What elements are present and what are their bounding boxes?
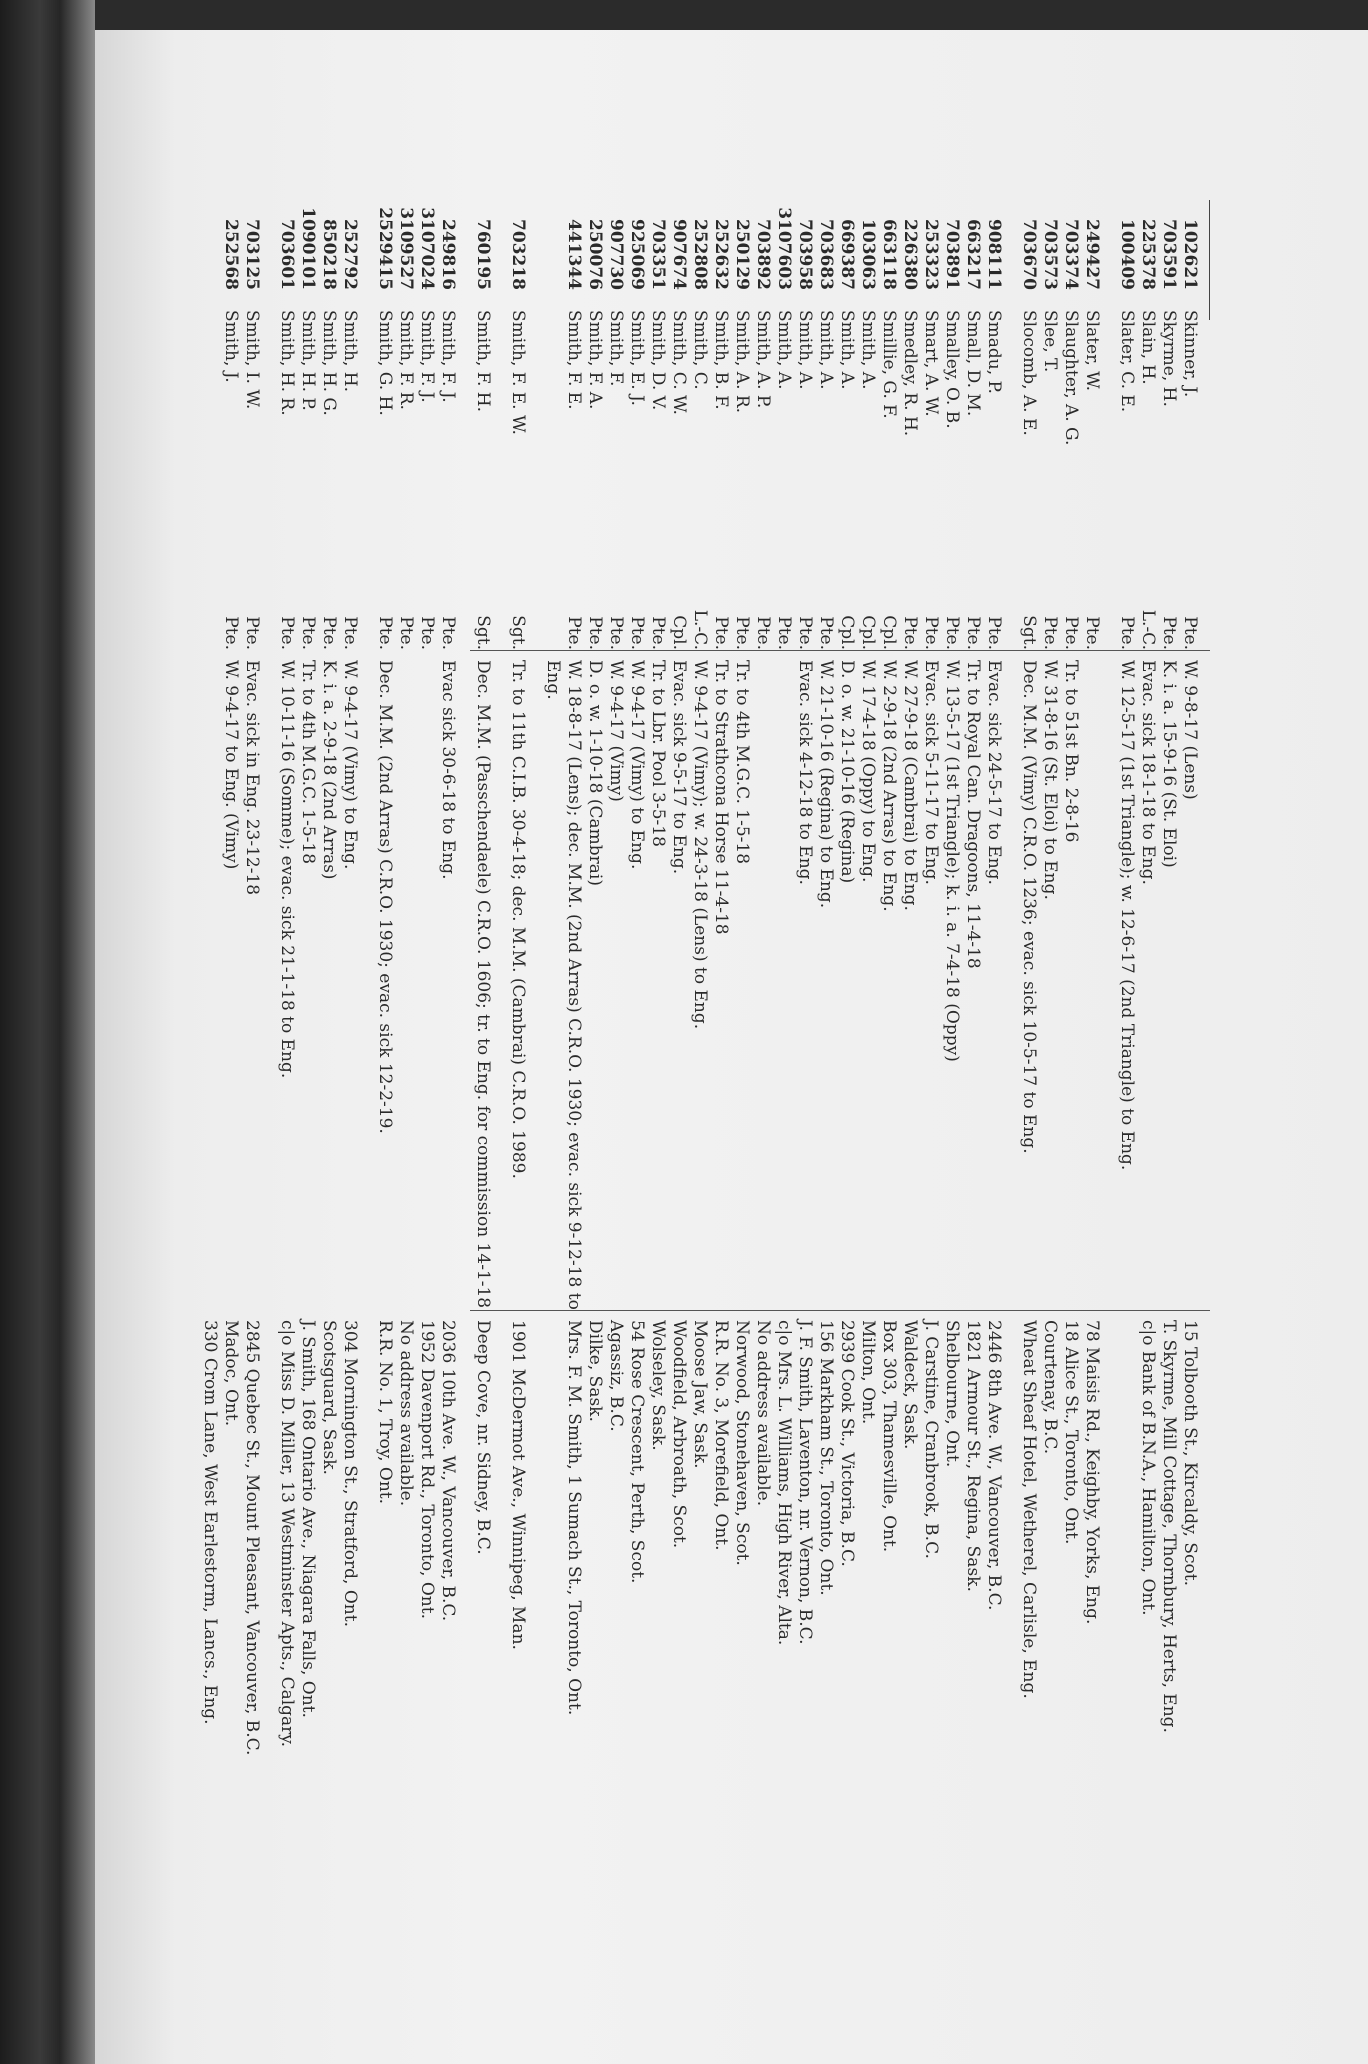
regimental-number: 252568 bbox=[221, 219, 241, 290]
regimental-number: 249816 bbox=[438, 219, 458, 290]
rank: Cpl. bbox=[837, 615, 857, 650]
table-row bbox=[920, 170, 941, 1970]
table-row bbox=[437, 170, 458, 1970]
table-row bbox=[857, 170, 878, 1970]
service-remarks: W. 9-4-17 (Vimy) bbox=[606, 660, 626, 802]
rank: Cpl. bbox=[858, 615, 878, 650]
service-remarks: Evac. sick in Eng. 23-12-18 bbox=[242, 660, 262, 896]
rank: Pte. bbox=[963, 616, 983, 650]
rank: Pte. bbox=[585, 616, 605, 650]
regimental-number: 3109527 bbox=[396, 207, 416, 290]
soldier-name: Smith, H. bbox=[340, 310, 360, 393]
soldier-name: Skyrme, H. bbox=[1159, 310, 1179, 407]
soldier-name: Smillie, G. F. bbox=[879, 310, 899, 419]
table-row bbox=[605, 170, 626, 1970]
regimental-number: 252808 bbox=[690, 219, 710, 290]
home-address: Box 303, Thamesville, Ont. bbox=[879, 1320, 899, 1553]
soldier-name: Smith, H. R. bbox=[277, 310, 297, 416]
home-address: 18 Alice St., Toronto, Ont. bbox=[1061, 1320, 1081, 1545]
rank: Pte. bbox=[1117, 616, 1137, 650]
rank: L.-C. bbox=[1138, 609, 1158, 650]
rank: Pte. bbox=[1061, 616, 1081, 650]
row-spacer bbox=[262, 170, 276, 1970]
rank: Sgt. bbox=[1019, 615, 1039, 650]
soldier-name: Smalley, O. B. bbox=[942, 310, 962, 429]
rank: Pte. bbox=[984, 616, 1004, 650]
service-remarks: W. 9-4-17 to Eng. (Vimy) bbox=[221, 660, 241, 870]
home-address: Dilke, Sask. bbox=[585, 1320, 605, 1422]
regimental-number: 703958 bbox=[795, 219, 815, 290]
soldier-name: Smith, E. J. bbox=[627, 310, 647, 406]
home-address: Courtenay, B.C. bbox=[1040, 1320, 1060, 1455]
row-spacer bbox=[360, 170, 374, 1970]
rank: Pte. bbox=[277, 616, 297, 650]
service-remarks: Evac. sick 5-11-17 to Eng. bbox=[921, 660, 941, 885]
soldier-name: Smith, H. G. bbox=[319, 310, 339, 416]
service-remarks: K. i. a. 2-9-18 (2nd Arras) bbox=[319, 660, 339, 880]
service-remarks: Evac sick 30-6-18 to Eng. bbox=[438, 660, 458, 880]
service-remarks: Tr. to 11th C.I.B. 30-4-18; dec. M.M. (Cambrai) C.R.O. 1989. bbox=[508, 660, 528, 1179]
service-remarks: W. 21-10-16 (Regina) to Eng. bbox=[816, 660, 836, 909]
service-remarks: W. 9-4-17 (Vimy); w. 24-3-18 (Lens) to Eng. bbox=[690, 660, 710, 1030]
table-row bbox=[626, 170, 647, 1970]
home-address: c|o Mrs. L. Williams, High River, Alta. bbox=[774, 1320, 794, 1646]
regimental-number: 850218 bbox=[319, 219, 339, 290]
regimental-number: 907730 bbox=[606, 219, 626, 290]
rank: Pte. bbox=[816, 616, 836, 650]
home-address: No address available. bbox=[396, 1320, 416, 1507]
rank: Pte. bbox=[606, 616, 626, 650]
home-address: 2036 10th Ave. W., Vancouver, B.C. bbox=[438, 1320, 458, 1622]
table-row bbox=[773, 170, 794, 1970]
home-address: Madoc, Ont. bbox=[221, 1320, 241, 1427]
rank: Pte. bbox=[564, 616, 584, 650]
regimental-number: 1090101 bbox=[298, 207, 318, 290]
regimental-number: 103063 bbox=[858, 219, 878, 290]
table-row bbox=[297, 170, 318, 1970]
table-row bbox=[374, 170, 395, 1970]
regimental-number: 3107603 bbox=[774, 207, 794, 290]
regimental-number: 703591 bbox=[1159, 219, 1179, 290]
regimental-number: 2529415 bbox=[375, 207, 395, 290]
service-remarks: Evac. sick 4-12-18 to Eng. bbox=[795, 660, 815, 885]
soldier-name: Smith, G. H. bbox=[375, 310, 395, 416]
home-address: 15 Tolbooth St., Kircaldy, Scot. bbox=[1180, 1320, 1200, 1586]
table-row bbox=[1081, 170, 1102, 1970]
table-row bbox=[339, 170, 360, 1970]
home-address: Scotsguard, Sask. bbox=[319, 1320, 339, 1475]
home-address: Woodfield, Arbroath, Scot. bbox=[669, 1320, 689, 1549]
home-address: 1952 Davenport Rd., Toronto, Ont. bbox=[417, 1320, 437, 1619]
soldier-name: Slaughter, A. G. bbox=[1061, 310, 1081, 446]
rank: Pte. bbox=[375, 616, 395, 650]
service-remarks: Evac. sick 24-5-17 to Eng. bbox=[984, 660, 1004, 885]
regimental-number: 249427 bbox=[1082, 219, 1102, 290]
service-remarks: D. o. w. 21-10-16 (Regina) bbox=[837, 660, 857, 884]
table-row bbox=[941, 170, 962, 1970]
soldier-name: Smith, F. E. bbox=[564, 310, 584, 410]
table-row bbox=[542, 170, 584, 1970]
home-address: Waldeck, Sask. bbox=[900, 1320, 920, 1450]
regimental-number: 925069 bbox=[627, 219, 647, 290]
soldier-name: Small, D. M. bbox=[963, 310, 983, 417]
home-address: c|o Bank of B.N.A., Hamilton, Ont. bbox=[1138, 1320, 1158, 1616]
rank: Pte. bbox=[298, 616, 318, 650]
regimental-number: 250076 bbox=[585, 219, 605, 290]
service-remarks: Tr. to Strathcona Horse 11-4-18 bbox=[711, 660, 731, 935]
soldier-name: Smith, A. P. bbox=[753, 310, 773, 409]
rank: Pte. bbox=[396, 616, 416, 650]
roll-rows bbox=[199, 170, 1200, 1970]
table-row bbox=[1158, 170, 1179, 1970]
soldier-name: Smith, C. W. bbox=[669, 310, 689, 415]
row-spacer bbox=[528, 170, 542, 1970]
table-row bbox=[220, 170, 241, 1970]
rank: Pte. bbox=[795, 616, 815, 650]
regimental-number: 907674 bbox=[669, 219, 689, 290]
home-address: Agassiz, B.C. bbox=[606, 1320, 626, 1432]
rank: L.-C. bbox=[690, 609, 710, 650]
service-remarks: W. 18-8-17 (Lens); dec. M.M. (2nd Arras) C.R.O. 1930; evac. sick 9-12-18 to Eng. bbox=[543, 660, 584, 1310]
header-rule bbox=[1209, 200, 1210, 320]
soldier-name: Smith, D. V. bbox=[648, 310, 668, 411]
service-remarks: Tr. to 51st Bn. 2-8-16 bbox=[1061, 660, 1081, 843]
rank: Pte. bbox=[340, 616, 360, 650]
service-remarks: W. 17-4-18 (Oppy) to Eng. bbox=[858, 660, 878, 883]
soldier-name: Smith, F. H. bbox=[473, 310, 493, 412]
rank: Pte. bbox=[242, 616, 262, 650]
table-row bbox=[1039, 170, 1060, 1970]
soldier-name: Skinner, J. bbox=[1180, 310, 1200, 398]
table-row bbox=[689, 170, 710, 1970]
soldier-name: Smith, A. R. bbox=[732, 310, 752, 414]
service-remarks: D. o. w. 1-10-18 (Cambrai) bbox=[585, 660, 605, 886]
table-row bbox=[1116, 170, 1137, 1970]
table-row bbox=[241, 170, 262, 1970]
service-remarks: K. i. a. 15-9-16 (St. Eloi) bbox=[1159, 660, 1179, 868]
table-row bbox=[1137, 170, 1158, 1970]
home-address: 78 Maisis Rd., Keighby, Yorks, Eng. bbox=[1082, 1320, 1102, 1625]
table-row bbox=[199, 170, 220, 1970]
regimental-number: 3107024 bbox=[417, 207, 437, 290]
rank: Pte. bbox=[1040, 616, 1060, 650]
home-address: 304 Mornington St., Stratford, Ont. bbox=[340, 1320, 360, 1627]
rank: Cpl. bbox=[879, 615, 899, 650]
rank: Pte. bbox=[438, 616, 458, 650]
regimental-number: 703601 bbox=[277, 219, 297, 290]
regimental-number: 703891 bbox=[942, 219, 962, 290]
soldier-name: Slee, T. bbox=[1040, 310, 1060, 373]
soldier-name: Smith, A. bbox=[816, 310, 836, 390]
regimental-number: 703125 bbox=[242, 219, 262, 290]
table-row bbox=[1018, 170, 1039, 1970]
regimental-number: 100409 bbox=[1117, 219, 1137, 290]
service-remarks: Evac. sick 9-5-17 to Eng. bbox=[669, 660, 689, 875]
table-row bbox=[472, 170, 493, 1970]
table-row bbox=[318, 170, 339, 1970]
rank: Pte. bbox=[711, 616, 731, 650]
service-remarks: Dec. M.M. (Vimy) C.R.O. 1236; evac. sick 10-5-17 to Eng. bbox=[1019, 660, 1039, 1154]
regimental-number: 250129 bbox=[732, 219, 752, 290]
home-address: 2446 8th Ave. W., Vancouver, B.C. bbox=[984, 1320, 1004, 1611]
regimental-number: 441344 bbox=[564, 219, 584, 290]
soldier-name: Smith, F. J. bbox=[438, 310, 458, 403]
regimental-number: 703670 bbox=[1019, 219, 1039, 290]
regimental-number: 253323 bbox=[921, 219, 941, 290]
service-remarks: Tr. to 4th M.G.C. 1-5-18 bbox=[732, 660, 752, 865]
regimental-number: 252792 bbox=[340, 219, 360, 290]
service-remarks: W. 9-4-17 (Vimy) to Eng. bbox=[627, 660, 647, 870]
regimental-number: 226380 bbox=[900, 219, 920, 290]
table-row bbox=[836, 170, 857, 1970]
regimental-number: 703374 bbox=[1061, 219, 1081, 290]
service-remarks: Tr. to Royal Can. Dragoons, 11-4-18 bbox=[963, 660, 983, 969]
rank: Pte. bbox=[732, 616, 752, 650]
table-row bbox=[752, 170, 773, 1970]
row-spacer bbox=[1004, 170, 1018, 1970]
column-divider bbox=[470, 1310, 1210, 1311]
table-row bbox=[1179, 170, 1200, 1970]
regimental-number: 760195 bbox=[473, 219, 493, 290]
regimental-number: 703573 bbox=[1040, 219, 1060, 290]
soldier-name: Smith, A. bbox=[858, 310, 878, 390]
table-row bbox=[731, 170, 752, 1970]
service-remarks: W. 2-9-18 (2nd Arras) to Eng. bbox=[879, 660, 899, 912]
home-address: No address available. bbox=[753, 1320, 773, 1507]
service-remarks: W. 9-8-17 (Lens) bbox=[1180, 660, 1200, 800]
column-divider bbox=[470, 650, 1210, 651]
table-row bbox=[584, 170, 605, 1970]
rank: Pte. bbox=[753, 616, 773, 650]
home-address: Moose Jaw, Sask. bbox=[690, 1320, 710, 1469]
rank: Pte. bbox=[417, 616, 437, 650]
rank: Pte. bbox=[921, 616, 941, 650]
regimental-number: 663217 bbox=[963, 219, 983, 290]
table-row bbox=[395, 170, 416, 1970]
soldier-name: Slocomb, A. E. bbox=[1019, 310, 1039, 436]
table-row bbox=[962, 170, 983, 1970]
service-remarks: Tr. to 4th M.G.C. 1-5-18 bbox=[298, 660, 318, 865]
soldier-name: Smith, F. J. bbox=[417, 310, 437, 403]
home-address: Wolseley, Sask. bbox=[648, 1320, 668, 1451]
soldier-name: Smith, B. F. bbox=[711, 310, 731, 410]
home-address: 1821 Armour St., Regina, Sask. bbox=[963, 1320, 983, 1592]
home-address: c|o Miss D. Miller, 13 Westminster Apts., Calgary. bbox=[277, 1320, 297, 1748]
service-remarks: W. 9-4-17 (Vimy) to Eng. bbox=[340, 660, 360, 870]
table-row bbox=[794, 170, 815, 1970]
table-row bbox=[507, 170, 528, 1970]
home-address: T. Skyrme, Mill Cottage, Thornbury, Herts, Eng. bbox=[1159, 1320, 1179, 1733]
soldier-name: Smedley, R. H. bbox=[900, 310, 920, 437]
soldier-name: Smith, F. E. W. bbox=[508, 310, 528, 435]
rank: Sgt. bbox=[508, 615, 528, 650]
table-row bbox=[899, 170, 920, 1970]
regimental-number: 252632 bbox=[711, 219, 731, 290]
table-row bbox=[878, 170, 899, 1970]
regimental-number: 703218 bbox=[508, 219, 528, 290]
soldier-name: Smith, C. bbox=[690, 310, 710, 390]
table-row bbox=[710, 170, 731, 1970]
rank: Pte. bbox=[1159, 616, 1179, 650]
service-remarks: W. 31-8-16 (St. Eloi) to Eng. bbox=[1040, 660, 1060, 900]
soldier-name: Smadu, P. bbox=[984, 310, 1004, 394]
row-spacer bbox=[493, 170, 507, 1970]
home-address: Deep Cove, nr. Sidney, B.C. bbox=[473, 1320, 493, 1555]
rank: Pte. bbox=[774, 616, 794, 650]
soldier-name: Smith, J. bbox=[221, 310, 241, 383]
rank: Pte. bbox=[319, 616, 339, 650]
rank: Pte. bbox=[627, 616, 647, 650]
service-remarks: Evac. sick 18-1-18 to Eng. bbox=[1138, 660, 1158, 885]
row-spacer bbox=[458, 170, 472, 1970]
home-address: 54 Rose Crescent, Perth, Scot. bbox=[627, 1320, 647, 1584]
regimental-number: 225378 bbox=[1138, 219, 1158, 290]
home-address: R.R. No. 3, Morefield, Ont. bbox=[711, 1320, 731, 1551]
rank: Pte. bbox=[1082, 616, 1102, 650]
rank: Pte. bbox=[1180, 616, 1200, 650]
service-remarks: Dec. M.M. (2nd Arras) C.R.O. 1930; evac. sick 12-2-19. bbox=[375, 660, 395, 1134]
table-row bbox=[276, 170, 297, 1970]
regimental-number: 102621 bbox=[1180, 219, 1200, 290]
home-address: Shelbourne, Ont. bbox=[942, 1320, 962, 1468]
home-address: Mrs. F. M. Smith, 1 Sumach St., Toronto, Ont. bbox=[564, 1320, 584, 1716]
soldier-name: Smith, A. bbox=[837, 310, 857, 390]
regimental-number: 669387 bbox=[837, 219, 857, 290]
service-remarks: W. 12-5-17 (1st Triangle); w. 12-6-17 (2nd Triangle) to Eng. bbox=[1117, 660, 1137, 1171]
home-address: 2845 Quebec St., Mount Pleasant, Vancouver, B.C. bbox=[242, 1320, 262, 1756]
soldier-name: Smith, A. bbox=[795, 310, 815, 390]
home-address: 156 Markham St., Toronto, Ont. bbox=[816, 1320, 836, 1596]
home-address: R.R. No. 1, Troy, Ont. bbox=[375, 1320, 395, 1505]
rank: Sgt. bbox=[473, 615, 493, 650]
soldier-name: Slater, C. E. bbox=[1117, 310, 1137, 413]
rank: Cpl. bbox=[669, 615, 689, 650]
table-row bbox=[668, 170, 689, 1970]
home-address: Norwood, Stonehaven, Scot. bbox=[732, 1320, 752, 1566]
regimental-number: 663118 bbox=[879, 219, 899, 290]
service-remarks: Dec. M.M. (Passchendaele) C.R.O. 1606; tr. to Eng. for commission 14-1-18 bbox=[473, 660, 493, 1309]
soldier-name: Smith, F. bbox=[606, 310, 626, 387]
service-remarks: Tr. to Lbr. Pool 3-5-18 bbox=[648, 660, 668, 847]
soldier-name: Slater, W. bbox=[1082, 310, 1102, 392]
service-remarks: W. 27-9-18 (Cambrai) to Eng. bbox=[900, 660, 920, 911]
row-spacer bbox=[1102, 170, 1116, 1970]
home-address: J. F. Smith, Laventon, nr. Vernon, B.C. bbox=[795, 1320, 815, 1645]
soldier-name: Smith, F. A. bbox=[585, 310, 605, 410]
regimental-number: 908111 bbox=[984, 219, 1004, 290]
book-binding-edge bbox=[0, 0, 95, 2064]
table-row bbox=[647, 170, 668, 1970]
table-row bbox=[416, 170, 437, 1970]
rank: Pte. bbox=[648, 616, 668, 650]
service-remarks: W. 13-5-17 (1st Triangle); k. i. a. 7-4-18 (Oppy) bbox=[942, 660, 962, 1062]
soldier-name: Smith, I. W. bbox=[242, 310, 262, 410]
regimental-number: 703683 bbox=[816, 219, 836, 290]
soldier-name: Smith, F. R. bbox=[396, 310, 416, 410]
home-address: Milton, Ont. bbox=[858, 1320, 878, 1425]
home-address: 330 Crom Lane, West Earlestorm, Lancs., Eng. bbox=[200, 1320, 220, 1725]
regimental-number: 703351 bbox=[648, 219, 668, 290]
home-address: J. Carstine, Cranbrook, B.C. bbox=[921, 1320, 941, 1559]
rank: Pte. bbox=[942, 616, 962, 650]
home-address: Wheat Sheaf Hotel, Wetherel, Carlisle, Eng. bbox=[1019, 1320, 1039, 1699]
nominal-roll-table bbox=[200, 170, 1200, 1970]
rank: Pte. bbox=[900, 616, 920, 650]
rank: Pte. bbox=[221, 616, 241, 650]
soldier-name: Smith, A. bbox=[774, 310, 794, 390]
soldier-name: Slain, H. bbox=[1138, 310, 1158, 385]
service-remarks: W. 10-11-16 (Somme); evac. sick 21-1-18 to Eng. bbox=[277, 660, 297, 1079]
table-row bbox=[815, 170, 836, 1970]
table-row bbox=[983, 170, 1004, 1970]
home-address: J. Smith, 168 Ontario Ave., Niagara Falls, Ont. bbox=[298, 1320, 318, 1718]
home-address: 1901 McDermot Ave., Winnipeg, Man. bbox=[508, 1320, 528, 1650]
regimental-number: 703892 bbox=[753, 219, 773, 290]
table-row bbox=[1060, 170, 1081, 1970]
soldier-name: Smith, H. P. bbox=[298, 310, 318, 411]
home-address: 2939 Cook St., Victoria, B.C. bbox=[837, 1320, 857, 1567]
soldier-name: Smart, A. W. bbox=[921, 310, 941, 417]
